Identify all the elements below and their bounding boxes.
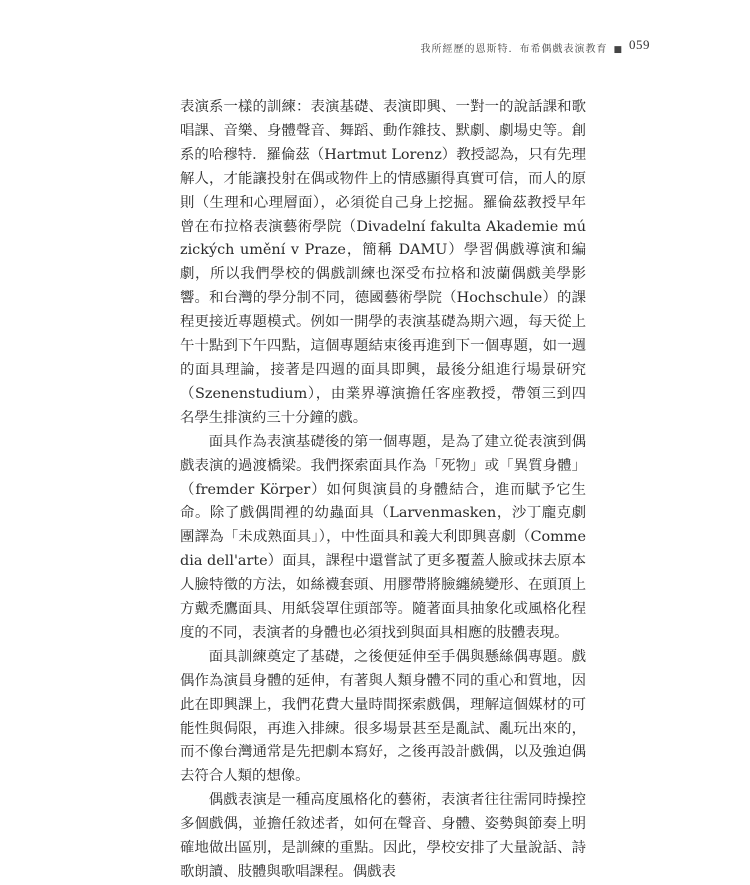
running-title: 我所經歷的恩斯特．布希偶戲表演教育 (420, 44, 608, 55)
paragraph-1: 表演系一樣的訓練：表演基礎、表演即興、一對一的說話課和歌唱課、音樂、身體聲音、舞蹈、動作雜技、默劇、劇場史等。創系的哈穆特．羅倫茲（Hartmut Lorenz）教授認為，只有先理解人，才能讓投射在偶或物件上的情感顯得真實可信，而人的原則（生理和心理層面），必須從自己身上挖掘。羅倫茲教授早年曾在布拉格表演藝術學院（Divadelní fakulta Akademie múzických umění v Praze，簡稱 DAMU）學習偶戲導演和編劇，所以我們學校的偶戲訓練也深受布拉格和波蘭偶戲美學影響。和台灣的學分制不同，德國藝術學院（Hochschule）的課程更接近專題模式。例如一開學的表演基礎為期六週，每天從上午十點到下午四點，這個專題結束後再進到下一個專題，如一週的面具理論，接著是四週的面具即興，最後分組進行場景研究（Szenenstudium），由業界導演擔任客座教授，帶領三到四名學生排演約三十分鐘的戲。 (180, 99, 586, 426)
paragraph-4: 偶戲表演是一種高度風格化的藝術，表演者往往需同時操控多個戲偶，並擔任敘述者，如何在聲音、身體、姿勢與節奏上明確地做出區別，是訓練的重點。因此，學校安排了大量說話、詩歌朗讀、肢體與歌唱課程。偶戲表 (180, 792, 586, 880)
page-number: 059 (629, 37, 650, 52)
paragraph-2: 面具作為表演基礎後的第一個專題，是為了建立從表演到偶戲表演的過渡橋梁。我們探索面具作為「死物」或「異質身體」（fremder Körper）如何與演員的身體結合，進而賦予它生命。除了戲偶間裡的幼蟲面具（Larvenmasken，沙丁龐克劇團譯為「未成熟面具」），中性面具和義大利即興喜劇（Commedia dell'arte）面具，課程中還嘗試了更多覆蓋人臉或抹去原本人臉特徵的方法，如絲襪套頭、用膠帶將臉纏繞變形、在頭頂上方戴禿鷹面具、用紙袋罩住頭部等。隨著面具抽象化或風格化程度的不同，表演者的身體也必須找到與面具相應的肢體表現。 (180, 433, 586, 641)
header-square-marker: ■ (613, 45, 623, 55)
paragraph-3: 面具訓練奠定了基礎，之後便延伸至手偶與懸絲偶專題。戲偶作為演員身體的延伸，有著與人類身體不同的重心和質地，因此在即興課上，我們花費大量時間探索戲偶，理解這個媒材的可能性與侷限，再進入排練。很多場景甚至是亂試、亂玩出來的，而不像台灣通常是先把劇本寫好，之後再設計戲偶，以及強迫偶去符合人類的想像。 (180, 648, 586, 785)
body-text (180, 96, 586, 885)
running-header (420, 40, 623, 55)
